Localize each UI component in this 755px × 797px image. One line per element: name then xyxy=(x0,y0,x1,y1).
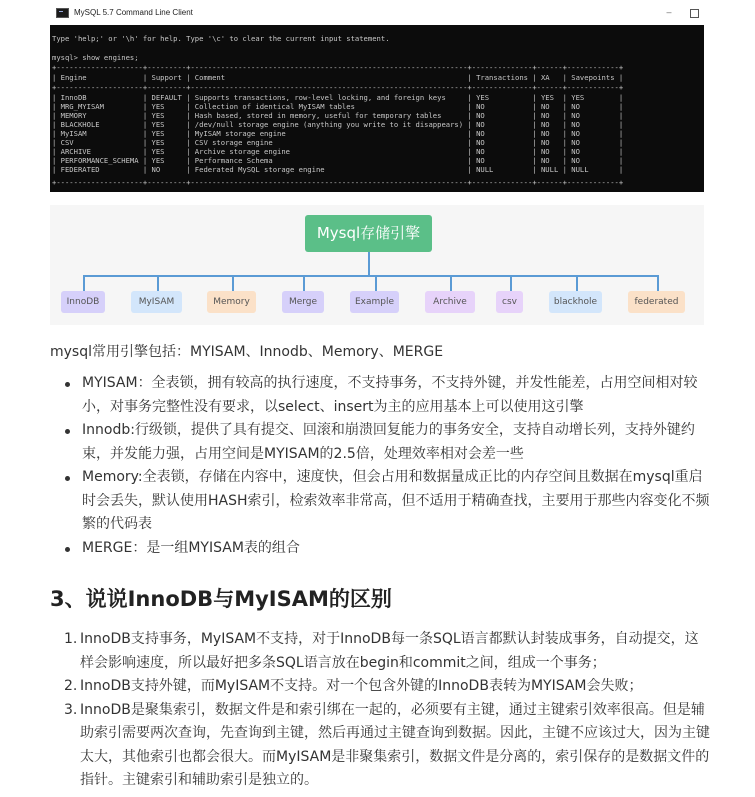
table-border: +--------------------+---------+----------------------------------------------------------------+--------------+------+------------+ xyxy=(52,63,624,72)
diagram-leaf-archive: Archive xyxy=(425,291,475,313)
bullet-innodb: Innodb:行级锁，提供了具有提交、回滚和崩溃回复能力的事务安全，支持自动增长列，支持外键约束，并发能力强，占用空间是MYISAM的2.5倍，处理效率相对会差一些 xyxy=(60,419,710,466)
diagram-connector xyxy=(576,275,578,291)
table-header-row: | Engine | Support | Comment | Transactions | XA | Savepoints | xyxy=(52,73,624,82)
diagram-leaf-federated: federated xyxy=(628,291,685,313)
diagram-connector xyxy=(657,275,659,291)
difference-item xyxy=(60,675,710,699)
storage-engine-diagram xyxy=(50,205,704,325)
diagram-connector xyxy=(83,275,659,277)
table-row: | CSV | YES | CSV storage engine | NO | NO | NO | xyxy=(52,138,624,147)
section-heading: 3、说说InnoDB与MyISAM的区别 xyxy=(50,587,392,611)
diagram-leaf-csv: csv xyxy=(496,291,523,313)
diagram-root-node: Mysql存储引擎 xyxy=(305,215,432,252)
bullet-myisam: MYISAM：全表锁，拥有较高的执行速度，不支持事务，不支持外键，并发性能差，占用空间相对较小，对事务完整性没有要求，以select、insert为主的应用基本上可以使用这引擎 xyxy=(60,372,710,419)
table-row: | InnoDB | DEFAULT | Supports transactions, row-level locking, and foreign keys | YES | YES | YES | xyxy=(52,93,624,102)
table-row: | PERFORMANCE_SCHEMA | YES | Performance Schema | NO | NO | NO | xyxy=(52,156,624,165)
table-border: +--------------------+---------+----------------------------------------------------------------+--------------+------+------------+ xyxy=(52,83,624,92)
diagram-leaf-example: Example xyxy=(350,291,399,313)
diagram-leaf-merge: Merge xyxy=(282,291,324,313)
diagram-leaf-innodb: InnoDB xyxy=(61,291,105,313)
diagram-connector xyxy=(375,275,377,291)
table-row: | ARCHIVE | YES | Archive storage engine | NO | NO | NO | xyxy=(52,147,624,156)
diagram-connector xyxy=(450,275,452,291)
diagram-connector xyxy=(157,275,159,291)
diagram-leaf-blackhole: blackhole xyxy=(549,291,602,313)
diagram-connector xyxy=(303,275,305,291)
terminal-title-bar xyxy=(50,0,704,25)
difference-item xyxy=(60,628,710,675)
minimize-button[interactable]: – xyxy=(666,7,672,17)
intro-paragraph: mysql常用引擎包括：MYISAM、Innodb、Memory、MERGE xyxy=(50,344,444,360)
table-row: | FEDERATED | NO | Federated MySQL storage engine | NULL | NULL | NULL | xyxy=(52,165,624,174)
mysql-terminal-window xyxy=(50,0,704,192)
item-text: InnoDB支持事务，MyISAM不支持，对于InnoDB每一条SQL语言都默认封装成事务，自动提交，这样会影响速度，所以最好把多条SQL语言放在begin和commit之间，组成一个事务； xyxy=(80,631,699,671)
bullet-merge: MERGE：是一组MYISAM表的组合 xyxy=(60,537,710,561)
terminal-prompt-line: mysql> show engines; xyxy=(52,53,139,62)
table-row: | BLACKHOLE | YES | /dev/null storage engine (anything you write to it disappears) | NO | NO | NO | xyxy=(52,120,624,129)
engine-bullet-list xyxy=(60,372,710,560)
item-text: InnoDB支持外键，而MyISAM不支持。对一个包含外键的InnoDB表转为MYISAM会失败； xyxy=(80,678,643,694)
differences-list xyxy=(60,628,710,793)
diagram-connector xyxy=(368,252,370,276)
diagram-connector xyxy=(83,275,85,291)
bullet-memory: Memory:全表锁，存储在内容中，速度快，但会占用和数据量成正比的内存空间且数据在mysql重启时会丢失，默认使用HASH索引，检索效率非常高，但不适用于精确查找，主要用于那些内容变化不频繁的代码表 xyxy=(60,466,710,537)
table-border: +--------------------+---------+----------------------------------------------------------------+--------------+------+------------+ xyxy=(52,178,624,187)
diagram-leaf-memory: Memory xyxy=(207,291,256,313)
diagram-connector xyxy=(232,275,234,291)
terminal-line: Type 'help;' or '\h' for help. Type '\c' to clear the current input statement. xyxy=(52,34,390,43)
terminal-app-icon xyxy=(56,8,69,18)
table-row: | MEMORY | YES | Hash based, stored in memory, useful for temporary tables | NO | NO | NO | xyxy=(52,111,624,120)
diagram-connector xyxy=(510,275,512,291)
maximize-button[interactable] xyxy=(690,9,699,18)
diagram-leaf-myisam: MyISAM xyxy=(131,291,182,313)
table-row: | MyISAM | YES | MyISAM storage engine | NO | NO | NO | xyxy=(52,129,624,138)
item-number: 2. xyxy=(64,678,78,694)
terminal-title: MySQL 5.7 Command Line Client xyxy=(74,8,193,17)
difference-item xyxy=(60,699,710,793)
terminal-output xyxy=(50,25,704,192)
item-number: 1. xyxy=(64,631,78,647)
table-row: | MRG_MYISAM | YES | Collection of identical MyISAM tables | NO | NO | NO | xyxy=(52,102,624,111)
item-text: InnoDB是聚集索引，数据文件是和索引绑在一起的，必须要有主键，通过主键索引效率很高。但是辅助索引需要两次查询，先查询到主键，然后再通过主键查询到数据。因此，主键不应该过大，因为主键太大，其他索引也都会很大。而MyISAM是非聚集索引，数据文件是分离的，索引保存的是数据文件的指针。主键索引和辅助索引是独立的。 xyxy=(80,701,710,788)
item-number: 3. xyxy=(64,701,78,718)
